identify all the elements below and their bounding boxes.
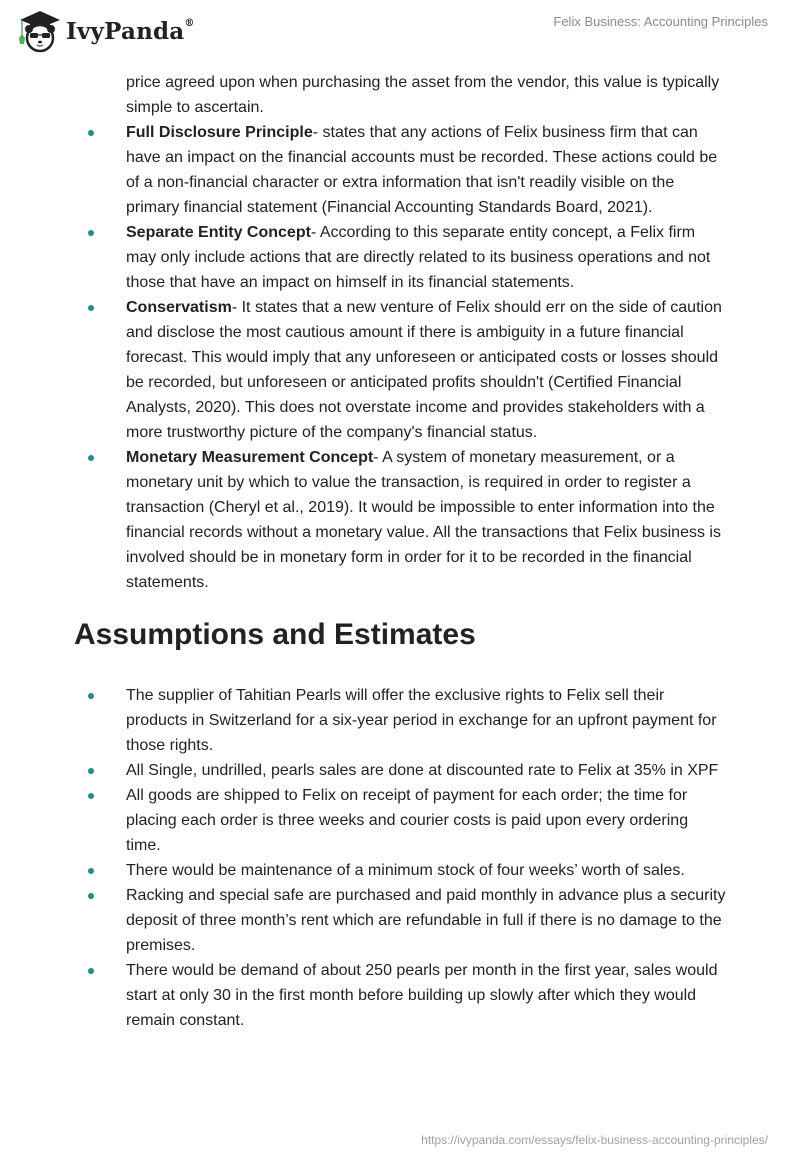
panda-graduate-icon [16,8,62,54]
section-heading: Assumptions and Estimates [74,618,476,651]
principles-list [0,120,800,595]
list-item [0,683,726,758]
list-item [0,220,726,295]
page-header [0,0,800,60]
assumption-text: There would be maintenance of a minimum stock of four weeks’ worth of sales. [126,862,685,879]
continued-paragraph: price agreed upon when purchasing the asset from the vendor, this value is typically simple to ascertain. [126,74,720,116]
document-title: Felix Business: Accounting Principles [553,14,768,29]
logo-text: IvyPanda [66,17,185,45]
list-item [0,783,726,858]
list-item [0,958,726,1033]
list-item [0,883,726,958]
bullet-icon [88,455,94,461]
assumption-text: Racking and special safe are purchased and paid monthly in advance plus a security deposit of three month’s rent which are refundable in full if there is no damage to the premises. [126,887,726,954]
bullet-icon [88,693,94,699]
source-url-link[interactable]: https://ivypanda.com/essays/felix-business-accounting-principles/ [421,1133,768,1147]
list-item [0,295,726,445]
principle-term: Full Disclosure Principle [126,124,313,141]
bullet-icon [88,893,94,899]
essay-content [0,70,800,1033]
registered-mark: ® [184,17,195,29]
principle-text: - A system of monetary measurement, or a monetary unit by which to value the transaction, is required in order to register a transaction (Cheryl et al., 2019). It would be impossible to enter information into the financial records without a monetary value. All the transactions that Felix business is involved should be in monetary form in order for it to be recorded in the financial statements. [126,449,721,591]
bullet-icon [88,305,94,311]
principle-text: - According to this separate entity concept, a Felix firm may only include actions that are directly related to its business operations and not those that have an impact on himself in its financial statements. [126,224,711,291]
bullet-icon [88,768,94,774]
principle-term: Monetary Measurement Concept [126,449,374,466]
assumptions-list [0,683,800,1033]
bullet-icon [88,230,94,236]
assumption-text: The supplier of Tahitian Pearls will offer the exclusive rights to Felix sell their products in Switzerland for a six-year period in exchange for an upfront payment for those rights. [126,687,717,754]
bullet-icon [88,793,94,799]
assumption-text: All goods are shipped to Felix on receipt of payment for each order; the time for placing each order is three weeks and courier costs is paid upon every ordering time. [126,787,689,854]
assumption-text: All Single, undrilled, pearls sales are done at discounted rate to Felix at 35% in XPF [126,762,719,779]
list-item [0,445,726,595]
list-item [0,120,726,220]
ivypanda-logo[interactable] [16,8,195,54]
principle-text: - It states that a new venture of Felix should err on the side of caution and disclose the most cautious amount if there is ambiguity in a future financial forecast. This would imply that any unforeseen or anticipated costs or losses should be recorded, but unforeseen or anticipated profits shouldn't (Certified Financial Analysts, 2020). This does not overstate income and provides stakeholders with a more trustworthy picture of the company's financial status. [126,299,722,441]
list-item [0,758,726,783]
principle-text: - states that any actions of Felix business firm that can have an impact on the financial accounts must be recorded. These actions could be of a non-financial character or extra information that isn't readily visible on the primary financial statement (Financial Accounting Standards Board, 2021). [126,124,718,216]
principle-term: Separate Entity Concept [126,224,311,241]
bullet-icon [88,130,94,136]
list-item [0,858,726,883]
bullet-icon [88,968,94,974]
bullet-icon [88,868,94,874]
logo-wordmark [66,18,195,45]
assumption-text: There would be demand of about 250 pearls per month in the first year, sales would start at only 30 in the first month before building up slowly after which they would remain constant. [126,962,718,1029]
principle-term: Conservatism [126,299,232,316]
